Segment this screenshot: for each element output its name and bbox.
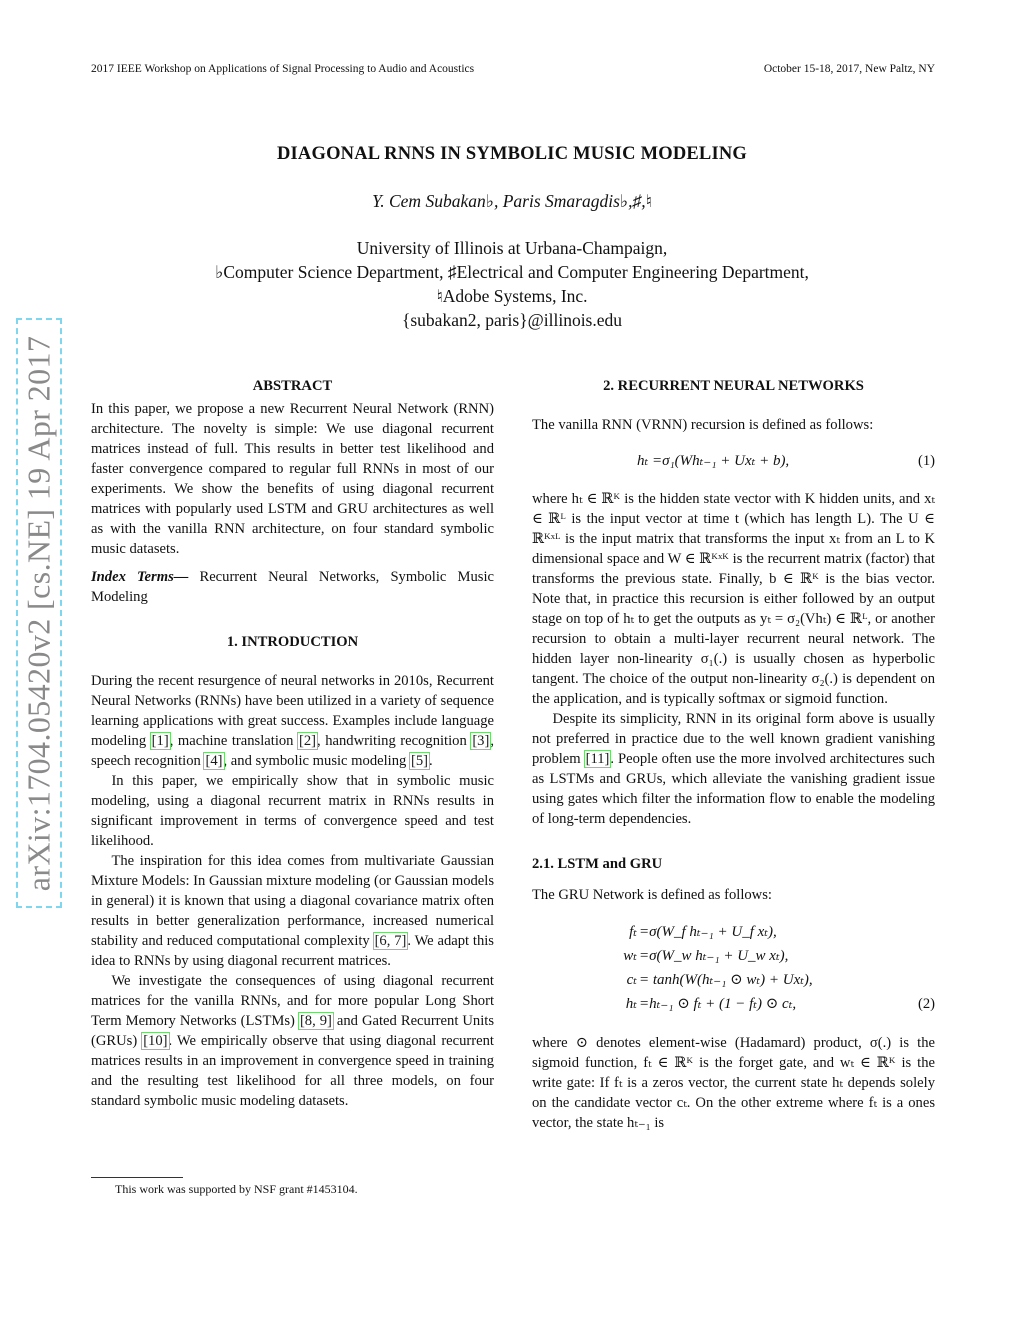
intro-p1-text: , machine translation — [169, 733, 299, 749]
equation-1-number: (1) — [917, 453, 935, 469]
intro-p3-text: . We adapt this idea to RNNs by using diagonal recurrent matrices. — [91, 933, 494, 969]
affiliation-adobe: ♮Adobe Systems, Inc. — [436, 286, 588, 306]
intro-heading: 1. INTRODUCTION — [226, 634, 359, 650]
intro-p1-text: , handwriting recognition — [317, 733, 472, 749]
intro-p3-text: The inspiration for this idea comes from multivariate Gaussian Mixture Models: In Gaussian mixture modeling (or Gaussian models in general) it is known that using a diagonal covariance matrix often results in better generalization performance, increased numerical stability and reduced computational complexity — [91, 853, 494, 949]
index-terms — [91, 567, 494, 607]
arxiv-id: arXiv:1704.05420v2 [cs.NE] 19 Apr 2017 — [20, 335, 57, 891]
equation-2-lhs-f: fₜ — [629, 924, 637, 940]
index-terms-text: Recurrent Neural Networks, Symbolic Music Modeling — [91, 569, 494, 605]
index-terms-label: Index Terms— — [91, 569, 189, 585]
equation-2-rhs-f: =σ(W_f hₜ₋₁ + U_f xₜ), — [639, 924, 777, 940]
abstract-text: In this paper, we propose a new Recurrent Neural Network (RNN) architecture. The novelty is simple: We use diagonal recurrent matrices instead of full. This results in better test likelihood and faster convergence compared to regular full RNNs in most of our experiments. We show the benefits of using diagonal recurrent matrices with popularly used LSTM and GRU architectures as well as with the vanilla RNN architecture, on four standard symbolic music datasets. — [91, 401, 494, 557]
rnn-p2-text: Despite its simplicity, RNN in its original form above is usually not preferred in practice due to the well known gradient vanishing problem — [532, 711, 935, 767]
equation-2 — [532, 914, 935, 1016]
intro-p1-text: , and symbolic music modeling — [223, 753, 410, 769]
gru-intro: The GRU Network is defined as follows: — [532, 887, 772, 903]
intro-p1-text: During the recent resurgence of neural networks in 2010s, Recurrent Neural Networks (RNNs) have been utilized in a variety of sequence learning applications with great success. Examples include language modeling — [91, 673, 494, 749]
intro-paragraph-1 — [91, 671, 494, 771]
paper-authors: Y. Cem Subakan♭, Paris Smaragdis♭,♯,♮ — [372, 191, 652, 211]
running-header-left: 2017 IEEE Workshop on Applications of Signal Processing to Audio and Acoustics — [91, 63, 475, 75]
left-column — [91, 376, 494, 1111]
intro-paragraph-3 — [91, 851, 494, 971]
intro-p1-text: , speech recognition — [91, 733, 494, 769]
equation-2-rhs-w: =σ(W_w hₜ₋₁ + U_w xₜ), — [639, 948, 789, 964]
citation-link[interactable]: [5] — [410, 753, 428, 769]
affiliation-email: {subakan2, paris}@illinois.edu — [401, 310, 623, 330]
equation-2-number: (2) — [917, 996, 935, 1012]
citation-link[interactable]: [8, 9] — [299, 1013, 332, 1029]
rnn-intro: The vanilla RNN (VRNN) recursion is defined as follows: — [532, 417, 874, 433]
affiliation-university: University of Illinois at Urbana-Champaign, — [356, 238, 668, 258]
intro-paragraph-4 — [91, 971, 494, 1111]
equation-2-lhs-w: wₜ — [623, 948, 637, 964]
equation-2-lhs-h: hₜ — [625, 996, 637, 1012]
rnn-paragraph-1: where hₜ ∈ ℝᴷ is the hidden state vector with K hidden units, and xₜ ∈ ℝᴸ is the input vector at time t (which has length L). The U ∈ ℝᴷˣᴸ is the input matrix that transforms the input xₜ from an L to K dimensional space and W ∈ ℝᴷˣᴷ is the recurrent matrix (factor) that transforms the previous state. Finally, b ∈ ℝᴷ is the bias vector. Note that, in practice this recursion is either followed by an output stage on top of hₜ to get the outputs as yₜ = σ₂(Vhₜ) ∈ ℝᴸ, or another recursion to obtain a multi-layer recurrent neural network. The hidden layer non-linearity σ₁(.) is usually chosen as hyperbolic tangent. The choice of the output non-linearity σ₂(.) is dependent on the application, and is typically softmax or sigmoid function. — [532, 491, 935, 707]
citation-link[interactable]: [4] — [205, 753, 223, 769]
rnn-paragraph-2 — [532, 709, 935, 829]
gru-paragraph-1: where ⊙ denotes element-wise (Hadamard) product, σ(.) is the sigmoid function, fₜ ∈ ℝᴷ is the forget gate, and wₜ ∈ ℝᴷ is the write gate: If fₜ is a zeros vector, the current state hₜ depends solely on the candidate vector cₜ. On the other extreme where fₜ is a ones vector, the state hₜ₋₁ is — [532, 1035, 935, 1131]
abstract-heading: ABSTRACT — [252, 378, 333, 394]
right-column — [532, 376, 935, 1133]
footnote-rule — [91, 1177, 183, 1178]
citation-link[interactable]: [3] — [472, 733, 490, 749]
citation-link[interactable]: [10] — [143, 1033, 168, 1049]
intro-paragraph-2: In this paper, we empirically show that in symbolic music modeling, using a diagonal recurrent matrix in RNNs results in significant improvement in terms of convergence speed and test likelihood. — [91, 773, 494, 849]
equation-1 — [532, 443, 935, 483]
citation-link[interactable]: [6, 7] — [374, 933, 407, 949]
citation-link[interactable]: [1] — [151, 733, 169, 749]
citation-link[interactable]: [11] — [585, 751, 610, 767]
intro-p4-text: and Gated Recurrent Units (GRUs) — [91, 1013, 494, 1049]
intro-p4-text: We investigate the consequences of using diagonal recurrent matrices for the vanilla RNNs, and for more popular Long Short Term Memory Networks (LSTMs) — [91, 973, 494, 1029]
intro-p1-text: . — [429, 753, 433, 769]
rnn-p2-text: . People often use the more involved architectures such as LSTMs and GRUs, which alleviate the vanishing gradient issue using gates which filter the information flow to enable the modeling of long-term dependencies. — [532, 751, 935, 827]
running-header-right: October 15-18, 2017, New Paltz, NY — [763, 63, 935, 75]
intro-p4-text: . We empirically observe that using diagonal recurrent matrices results in an improvement in convergence speed in training and the resulting test likelihood for all three models, on four standard symbolic music modeling datasets. — [91, 1033, 494, 1109]
equation-2-rhs-h: =hₜ₋₁ ⊙ fₜ + (1 − fₜ) ⊙ cₜ, — [639, 996, 797, 1012]
paper-title: DIAGONAL RNNS IN SYMBOLIC MUSIC MODELING — [276, 144, 748, 164]
equation-1-body: hₜ =σ₁(Whₜ₋₁ + Uxₜ + b), — [637, 453, 790, 469]
equation-2-rhs-c: = tanh(W(hₜ₋₁ ⊙ wₜ) + Uxₜ), — [639, 972, 813, 988]
footnote: This work was supported by NSF grant #1453104. — [115, 1182, 358, 1196]
lstm-gru-heading: 2.1. LSTM and GRU — [532, 856, 663, 872]
citation-link[interactable]: [2] — [299, 733, 317, 749]
rnn-heading: 2. RECURRENT NEURAL NETWORKS — [603, 378, 864, 394]
affiliation-departments: ♭Computer Science Department, ♯Electrical and Computer Engineering Department, — [215, 262, 809, 282]
arxiv-stamp[interactable] — [16, 318, 62, 908]
equation-2-lhs-c: cₜ — [626, 972, 637, 988]
